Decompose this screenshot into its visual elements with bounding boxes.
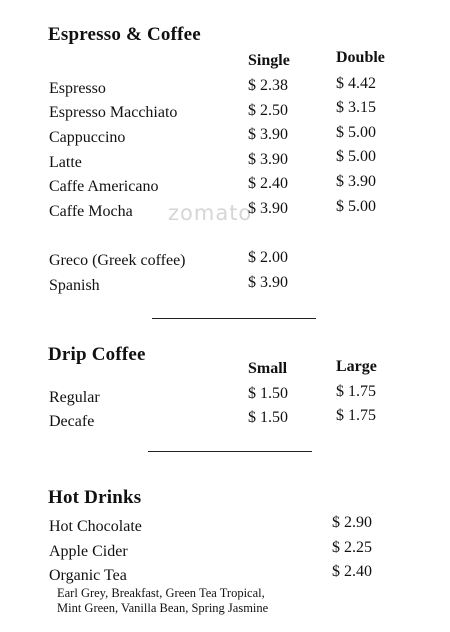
price-cappuccino-double: $ 5.00 [336,124,376,141]
price-mocha-double: $ 5.00 [336,198,376,215]
price-decafe-small: $ 1.50 [248,409,288,426]
item-regular: Regular [49,389,100,406]
price-regular-small: $ 1.50 [248,385,288,402]
tea-varieties-line-1: Earl Grey, Breakfast, Green Tea Tropical, [57,586,265,600]
price-latte-double: $ 5.00 [336,148,376,165]
column-header-large: Large [336,358,377,375]
section-title-hot-drinks: Hot Drinks [48,487,142,508]
item-greco: Greco (Greek coffee) [49,252,186,269]
price-americano-single: $ 2.40 [248,175,288,192]
price-macchiato-double: $ 3.15 [336,99,376,116]
section-divider [148,451,312,452]
item-decafe: Decafe [49,413,95,430]
price-espresso-double: $ 4.42 [336,75,376,92]
item-organic-tea: Organic Tea [49,567,127,584]
price-espresso-single: $ 2.38 [248,77,288,94]
column-header-small: Small [248,360,288,377]
price-decafe-large: $ 1.75 [336,407,376,424]
column-header-double: Double [336,49,385,66]
tea-varieties-line-2: Mint Green, Vanilla Bean, Spring Jasmine [57,601,269,615]
price-cappuccino-single: $ 3.90 [248,126,288,143]
item-latte: Latte [49,154,82,171]
item-caffe-americano: Caffe Americano [49,178,159,195]
item-spanish: Spanish [49,277,100,294]
column-header-single: Single [248,52,290,69]
price-regular-large: $ 1.75 [336,383,376,400]
item-apple-cider: Apple Cider [49,543,128,560]
price-greco-single: $ 2.00 [248,249,288,266]
price-americano-double: $ 3.90 [336,173,376,190]
price-apple-cider: $ 2.25 [332,539,372,556]
price-spanish-single: $ 3.90 [248,274,288,291]
item-cappuccino: Cappuccino [49,129,126,146]
watermark: zomato [168,201,253,225]
price-organic-tea: $ 2.40 [332,563,372,580]
price-latte-single: $ 3.90 [248,151,288,168]
price-macchiato-single: $ 2.50 [248,102,288,119]
section-divider [152,318,316,319]
price-hot-chocolate: $ 2.90 [332,514,372,531]
item-espresso-macchiato: Espresso Macchiato [49,104,178,121]
price-mocha-single: $ 3.90 [248,200,288,217]
section-title-drip-coffee: Drip Coffee [48,344,146,365]
item-hot-chocolate: Hot Chocolate [49,518,142,535]
item-caffe-mocha: Caffe Mocha [49,203,133,220]
section-title-espresso-coffee: Espresso & Coffee [48,24,201,45]
item-espresso: Espresso [49,80,106,97]
